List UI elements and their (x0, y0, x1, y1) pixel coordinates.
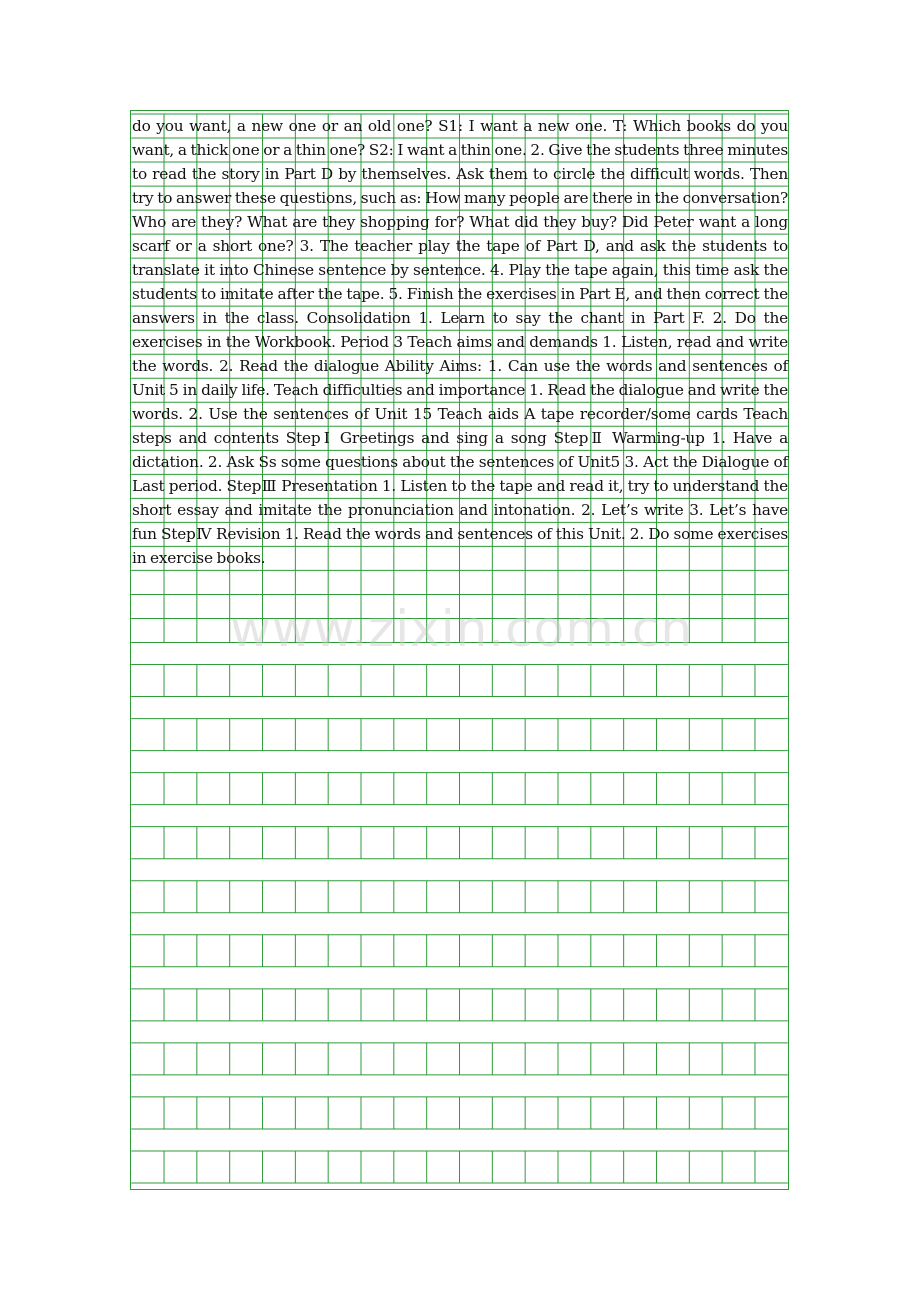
body-text: do you want, a new one or an old one? S1: I want a new one. T: Which books do you want, a thick one or a thin one? S2: I want a thin one. 2. Give the students three minutes to read the story in Part D by themselves. Ask them to circle the difficult words. Then try to answer these questions, such as: How many people are there in the conversation? Who are they? What are they shopping for? What did they buy? Did Peter want a long scarf or a short one? 3. The teacher play the tape of Part D, and ask the students to translate it into Chinese sentence by sentence. 4. Play the tape again, this time ask the students to imitate after the tape. 5. Finish the exercises in Part E, and then correct the answers in the class. Consolidation 1. Learn to say the chant in Part F. 2. Do the exercises in the Workbook. Period 3 Teach aims and demands 1. Listen, read and write the words. 2. Read the dialogue Ability Aims: 1. Can use the words and sentences of Unit 5 in daily life. Teach difficulties and importance 1. Read the dialogue and write the words. 2. Use the sentences of Unit 15 Teach aids A tape recorder/some cards Teach steps and contents StepⅠ Greetings and sing a song StepⅡ Warming-up 1. Have a dictation. 2. Ask Ss some questions about the sentences of Unit5 3. Act the Dialogue of Last period. StepⅢ Presentation 1. Listen to the tape and read it, try to understand the short essay and imitate the pronunciation and intonation. 2. Let’s write 3. Let’s have fun StepⅣ Revision 1. Read the words and sentences of this Unit. 2. Do some exercises in exercise books. (132, 117, 788, 567)
writing-grid-sheet (130, 110, 789, 1190)
watermark-text: www.zixin.com.cn (230, 600, 694, 658)
